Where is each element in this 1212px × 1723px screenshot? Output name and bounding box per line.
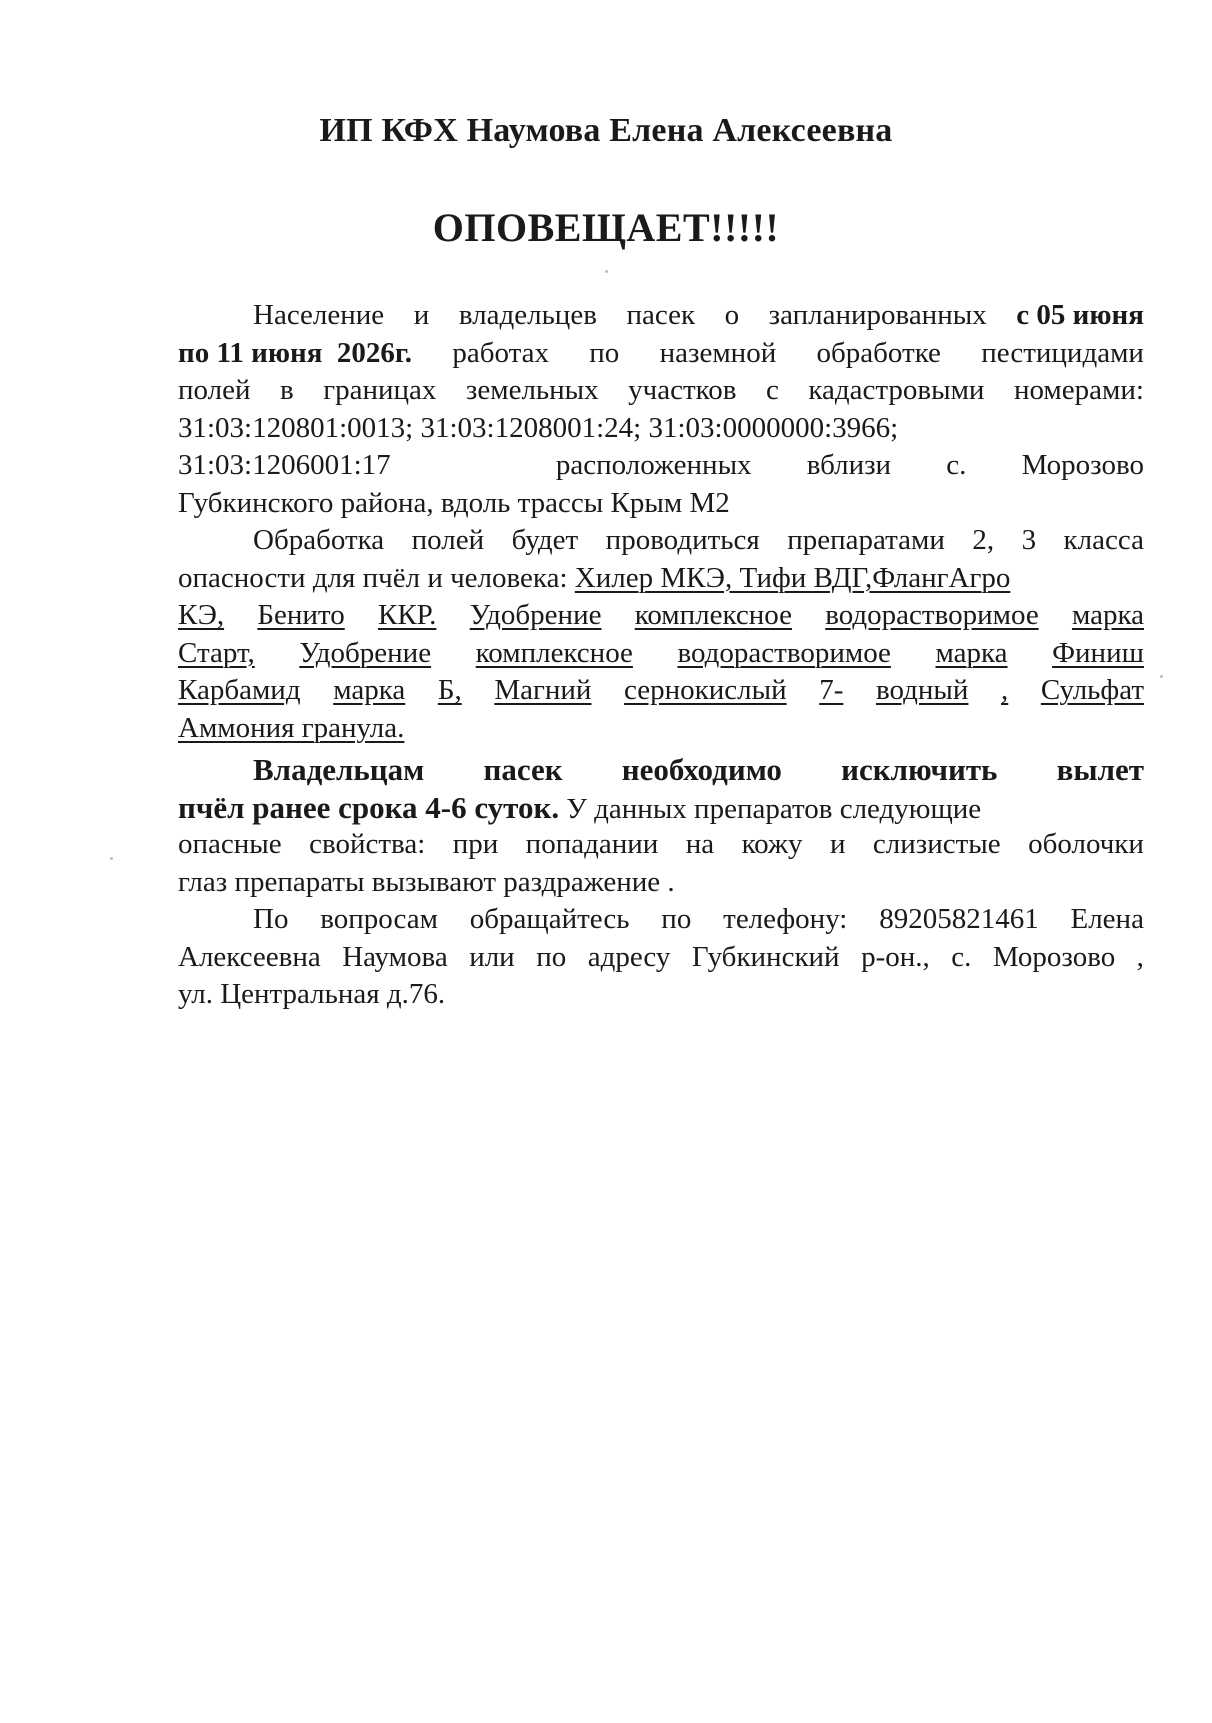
word: Елена [1070,903,1144,935]
word: класса [1063,524,1144,556]
word: Сульфат [1040,674,1144,706]
word: Б, [437,674,462,706]
word: и [413,299,430,331]
word: полей [411,524,485,556]
word: Бенито [257,599,345,631]
address-line: ул. Центральная д.76. [178,978,446,1010]
word: Морозово [992,940,1116,973]
word: Обработка [253,524,385,556]
word: вопросам [320,903,438,935]
paragraph2-line2 [178,560,1144,598]
word: на [685,828,715,860]
paragraph2-line1 [178,522,1144,560]
word: вблизи [806,449,892,481]
word: слизистые [872,828,1001,860]
cadastral-number: 31:03:1206001:17 [178,449,391,481]
word: пасек [626,299,696,331]
word: кадастровыми [808,374,985,406]
word: Морозово [1021,449,1144,481]
warning-period: пчёл ранее срока 4-6 суток. [178,789,560,825]
paragraph2-line4 [178,635,1144,673]
word: пасек [483,752,563,787]
word: Население [253,299,385,331]
paragraph4-line2 [178,939,1144,977]
word: расположенных [555,449,752,481]
word: ККР. [377,599,437,631]
word: при [452,828,499,860]
word: Старт, [178,636,255,669]
word: номерами: [1013,374,1144,406]
word: комплексное [634,599,792,631]
scan-speck [110,857,113,860]
word: 3 [1021,524,1037,556]
paragraph2-line6 [178,710,1144,748]
product-list-text: Хилер МКЭ, Тифи ВДГ,ФлангАгро [574,561,1011,594]
paragraph1-line3 [178,372,1144,410]
word: опасные [178,828,282,860]
paragraph1-line5 [178,447,1144,485]
word: с [765,374,779,406]
paragraph1-line2 [178,335,1144,373]
paragraph2-line3 [178,597,1144,635]
word: владельцев [458,299,597,331]
word: полей [178,374,251,406]
word: с. [946,449,967,481]
phone-number: 89205821461 [879,903,1039,935]
word: и [829,828,846,860]
word: Удобрение [469,599,602,631]
paragraph3-line1 [178,751,1144,789]
scan-speck [1160,675,1163,678]
cadastral-numbers-line: 31:03:120801:0013; 31:03:1208001:24; 31:03:0000000:3966; [178,411,899,444]
word: комплексное [475,636,633,669]
word: запланированных [768,299,987,331]
word: земельных [465,374,599,406]
word: по [589,336,620,369]
word: 2, [972,524,995,556]
paragraph1-line1 [178,297,1144,335]
word: 7- [819,674,844,706]
word: или [469,940,515,973]
organization-title: ИП КФХ Наумова Елена Алексеевна [319,112,893,149]
scan-speck [605,270,608,273]
word: будет [511,524,579,556]
word: водорастворимое [677,636,891,669]
word: , [1001,674,1009,706]
word: Губкинский [691,940,840,973]
start-date: с 05 июня [1016,299,1144,331]
word: проводиться [605,524,760,556]
word: Магний [494,674,592,706]
word: Владельцам [253,752,425,787]
paragraph3-line2 [178,789,1144,827]
word: попадании [525,828,659,860]
word: адресу [587,940,671,973]
word: наземной [659,336,777,369]
word: пестицидами [981,336,1144,369]
word: , [1136,940,1144,973]
word: по [536,940,567,973]
word: Алексеевна [178,940,321,973]
word: работах [452,336,549,369]
end-date: по 11 июня 2026г. [178,336,413,369]
word: телефону: [723,903,848,935]
text: опасности для пчёл и человека: [178,561,568,594]
word: водорастворимое [825,599,1039,631]
word: обработке [816,336,941,369]
word: оболочки [1028,828,1144,860]
word: По [253,903,289,935]
word: с. [951,940,972,973]
word: Финиш [1052,636,1144,669]
text: У данных препаратов следующие [566,792,982,825]
paragraph2-line5 [178,672,1144,710]
paragraph1-line6: Губкинского района, вдоль трассы Крым М2 [178,486,730,519]
product-list-end: Аммония гранула. [178,711,405,744]
word: сернокислый [624,674,787,706]
paragraph4-line1 [178,901,1144,939]
notice-heading: ОПОВЕЩАЕТ!!!!! [432,205,780,250]
word: Карбамид [178,674,301,706]
word: обращайтесь [469,903,630,935]
word: водный [875,674,969,706]
paragraph3-line4: глаз препараты вызывают раздражение . [178,865,675,898]
word: по [661,903,692,935]
word: необходимо [621,752,782,787]
word: Удобрение [299,636,432,669]
word: КЭ, [178,599,225,631]
word: марка [333,674,406,706]
word: марка [1071,599,1144,631]
word: кожу [741,828,803,860]
word: в [280,374,294,406]
word: свойства: [309,828,426,860]
word: исключить [841,752,998,787]
word: препаратами [787,524,945,556]
word: участков [628,374,737,406]
word: вылет [1056,752,1144,787]
word: р-он., [861,940,930,973]
word: марка [935,636,1008,669]
word: границах [323,374,437,406]
paragraph3-line3 [178,826,1144,864]
word: о [724,299,740,331]
word: Наумова [342,940,448,973]
notice-body [178,297,1144,1014]
